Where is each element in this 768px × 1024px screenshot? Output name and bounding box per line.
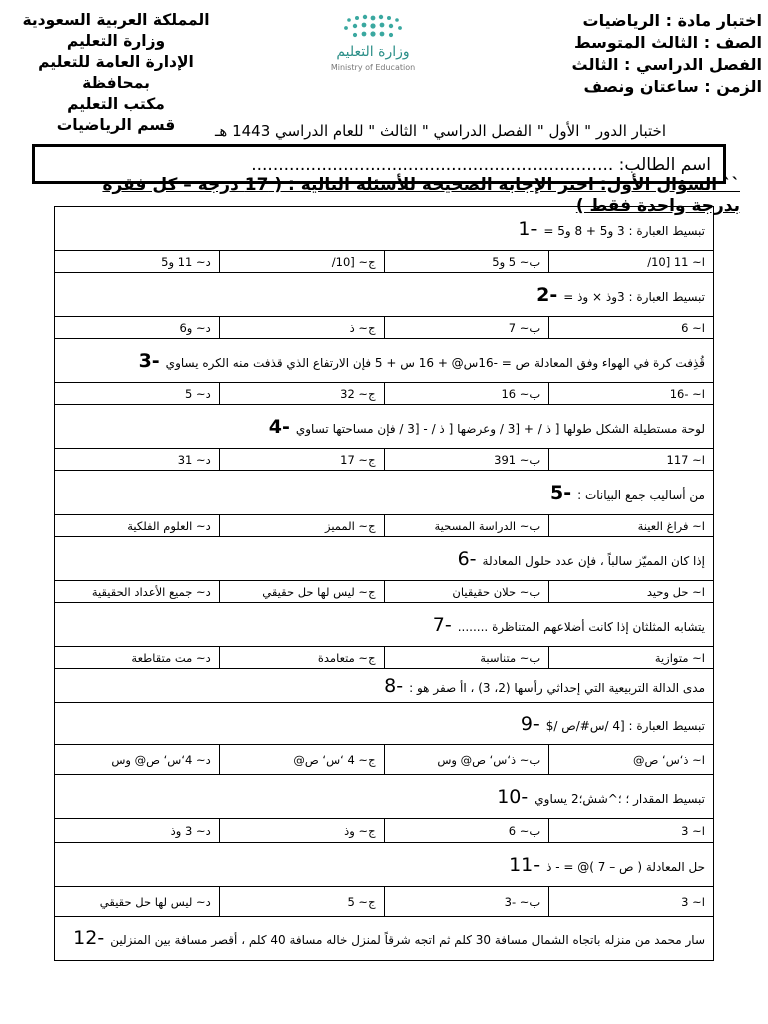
question-text: تبسيط العبارة : [4 /س#/ص /$ bbox=[545, 718, 705, 733]
exam-duration: الزمن : ساعتان ونصف bbox=[583, 77, 762, 96]
question-number: 3- bbox=[138, 349, 160, 372]
answer-option[interactable]: ب~ 391 bbox=[384, 449, 549, 471]
answer-option[interactable]: ج~ [10/ bbox=[219, 251, 384, 273]
answer-option[interactable]: ا~ متوازية bbox=[549, 647, 714, 669]
question-number: 10- bbox=[497, 785, 529, 808]
question-stem bbox=[55, 917, 714, 961]
question-stem bbox=[55, 405, 714, 449]
question-stem bbox=[55, 775, 714, 819]
answer-option[interactable]: ب~ الدراسة المسحية bbox=[384, 515, 549, 537]
question-text: إذا كان المميّز سالباً ، فإن عدد حلول المعادلة bbox=[482, 553, 705, 568]
question-row bbox=[55, 669, 714, 703]
options-row bbox=[55, 383, 714, 405]
question-number: 8- bbox=[384, 674, 404, 697]
answer-option[interactable]: ا~ 3 bbox=[549, 887, 714, 917]
answer-option[interactable]: ا~ 6 bbox=[549, 317, 714, 339]
ministry-header bbox=[0, 10, 232, 136]
question-stem bbox=[55, 603, 714, 647]
answer-option[interactable]: ب~ 5 و5 bbox=[384, 251, 549, 273]
answer-option[interactable]: ب~ ذ‘س‘ ص@ وس bbox=[384, 745, 549, 775]
answer-option[interactable]: ج~ ليس لها حل حقيقي bbox=[219, 581, 384, 603]
question-stem bbox=[55, 273, 714, 317]
question-stem bbox=[55, 703, 714, 745]
answer-option[interactable]: ب~ متناسبة bbox=[384, 647, 549, 669]
options-row bbox=[55, 449, 714, 471]
ministry-name: وزارة التعليم bbox=[66, 32, 166, 50]
question-stem bbox=[55, 669, 714, 703]
options-row bbox=[55, 515, 714, 537]
answer-option[interactable]: ج~ 5 bbox=[219, 887, 384, 917]
question-row bbox=[55, 703, 714, 745]
questions-table bbox=[54, 206, 714, 961]
question-row bbox=[55, 207, 714, 251]
answer-option[interactable]: ب~ -3 bbox=[384, 887, 549, 917]
question-text: قُذِفت كرة في الهواء وفق المعادلة ص = -16س@ + 16 س + 5 فإن الارتفاع الذي قذفت منه الكره يساوي bbox=[165, 355, 705, 370]
answer-option[interactable]: د~ 11 و5 bbox=[55, 251, 220, 273]
question-text: يتشابه المثلثان إذا كانت أضلاعهم المتناظرة ........ bbox=[457, 619, 705, 634]
question-1-heading: `` السؤال الأول: اختر الإجابة الصحيحة للأسئلة التالية : ( 17 درجة – كل فقرة بدرجة واحدة فقط ) bbox=[102, 175, 740, 216]
question-row bbox=[55, 471, 714, 515]
question-row bbox=[55, 273, 714, 317]
answer-option[interactable]: ج~ وذ bbox=[219, 819, 384, 843]
options-row bbox=[55, 317, 714, 339]
question-number: 5- bbox=[549, 481, 572, 504]
options-row bbox=[55, 647, 714, 669]
question-stem bbox=[55, 471, 714, 515]
kingdom-name: المملكة العربية السعودية bbox=[22, 11, 210, 29]
exam-subject: اختبار مادة : الرياضيات bbox=[582, 11, 762, 30]
question-stem bbox=[55, 843, 714, 887]
answer-option[interactable]: د~ 31 bbox=[55, 449, 220, 471]
question-number: 4- bbox=[268, 415, 290, 438]
answer-option[interactable]: ب~ 16 bbox=[384, 383, 549, 405]
answer-option[interactable]: ا~ حل وحيد bbox=[549, 581, 714, 603]
directorate-name: الإدارة العامة للتعليم bbox=[38, 53, 194, 71]
exam-term-line: اختبار الدور " الأول " الفصل الدراسي " الثالث " للعام الدراسي 1443 هـ bbox=[215, 122, 666, 140]
answer-option[interactable]: د~ 3 وذ bbox=[55, 819, 220, 843]
answer-option[interactable]: ج~ 32 bbox=[219, 383, 384, 405]
options-row bbox=[55, 887, 714, 917]
question-stem bbox=[55, 339, 714, 383]
office-name: مكتب التعليم bbox=[67, 95, 165, 113]
answer-option[interactable]: ا~ ذ‘س‘ ص@ bbox=[549, 745, 714, 775]
governorate-name: بمحافظة bbox=[82, 74, 150, 92]
answer-option[interactable]: د~ مت متقاطعة bbox=[55, 647, 220, 669]
department-name: قسم الرياضيات bbox=[56, 116, 176, 134]
question-row bbox=[55, 603, 714, 647]
question-number: 12- bbox=[73, 926, 105, 949]
question-stem bbox=[55, 537, 714, 581]
question-number: 11- bbox=[509, 853, 541, 876]
question-row bbox=[55, 843, 714, 887]
answer-option[interactable]: ج~ متعامدة bbox=[219, 647, 384, 669]
logo-text-en: Ministry of Education bbox=[330, 63, 416, 72]
answer-option[interactable]: ج~ 4 ‘س‘ ص@ bbox=[219, 745, 384, 775]
answer-option[interactable]: ب~ 6 bbox=[384, 819, 549, 843]
question-text: حل المعادلة ( ص – 7 )@ = - ذ bbox=[546, 859, 705, 874]
options-row bbox=[55, 251, 714, 273]
answer-option[interactable]: د~ 5 bbox=[55, 383, 220, 405]
answer-option[interactable]: د~ و6 bbox=[55, 317, 220, 339]
question-row bbox=[55, 405, 714, 449]
options-row bbox=[55, 581, 714, 603]
question-stem bbox=[55, 207, 714, 251]
question-number: 2- bbox=[536, 283, 558, 306]
student-name-field: اسم الطالب: ................................................................... bbox=[251, 155, 711, 175]
answer-option[interactable]: د~ ليس لها حل حقيقي bbox=[55, 887, 220, 917]
answer-option[interactable]: د~ جميع الأعداد الحقيقية bbox=[55, 581, 220, 603]
question-row bbox=[55, 775, 714, 819]
answer-option[interactable]: ب~ حلان حقيقيان bbox=[384, 581, 549, 603]
options-row bbox=[55, 819, 714, 843]
question-text: تبسيط العبارة : 3 و5 + 8 و5 = bbox=[543, 223, 705, 238]
answer-option[interactable]: ج~ 17 bbox=[219, 449, 384, 471]
question-number: 9- bbox=[520, 712, 540, 735]
answer-option[interactable]: د~ 4‘س‘ ص@ وس bbox=[55, 745, 220, 775]
question-row bbox=[55, 917, 714, 961]
question-number: 7- bbox=[432, 613, 452, 636]
question-text: تبسيط المقدار ؛ ؛^شش؛2 يساوي bbox=[534, 791, 705, 806]
answer-option[interactable]: ب~ 7 bbox=[384, 317, 549, 339]
answer-option[interactable]: د~ العلوم الفلكية bbox=[55, 515, 220, 537]
answer-option[interactable]: ا~ 117 bbox=[549, 449, 714, 471]
answer-option[interactable]: ج~ المميز bbox=[219, 515, 384, 537]
answer-option[interactable]: ا~ 11 [10/ bbox=[549, 251, 714, 273]
answer-option[interactable]: ج~ ذ bbox=[219, 317, 384, 339]
question-text: تبسيط العبارة : 3وذ × وذ = bbox=[563, 289, 705, 304]
answer-option[interactable]: ا~ 3 bbox=[549, 819, 714, 843]
options-row bbox=[55, 745, 714, 775]
logo-text-ar: وزارة التعليم bbox=[336, 44, 410, 60]
question-text: سار محمد من منزله باتجاه الشمال مسافة 30 كلم ثم اتجه شرقاً لمنزل خاله مسافة 40 كلم ، أقصر مسافة بين المنزلين bbox=[110, 932, 705, 947]
question-number: 1- bbox=[518, 217, 538, 240]
exam-info bbox=[532, 10, 762, 98]
question-row bbox=[55, 537, 714, 581]
question-number: 6- bbox=[457, 547, 477, 570]
exam-grade: الصف : الثالث المتوسط bbox=[573, 33, 762, 52]
answer-option[interactable]: ا~ فراغ العينة bbox=[549, 515, 714, 537]
exam-term: الفصل الدراسي : الثالث bbox=[571, 55, 762, 74]
question-text: من أساليب جمع البيانات : bbox=[577, 487, 705, 502]
question-text: مدى الدالة التربيعية التي إحداثي رأسها (2، 3) ، اأ صفر هو : bbox=[409, 680, 705, 695]
question-text: لوحة مستطيلة الشكل طولها [ ذ / + [3 / وعرضها [ ذ / - [3 / فإن مساحتها تساوي bbox=[295, 421, 705, 436]
answer-option[interactable]: ا~ -16 bbox=[549, 383, 714, 405]
question-row bbox=[55, 339, 714, 383]
